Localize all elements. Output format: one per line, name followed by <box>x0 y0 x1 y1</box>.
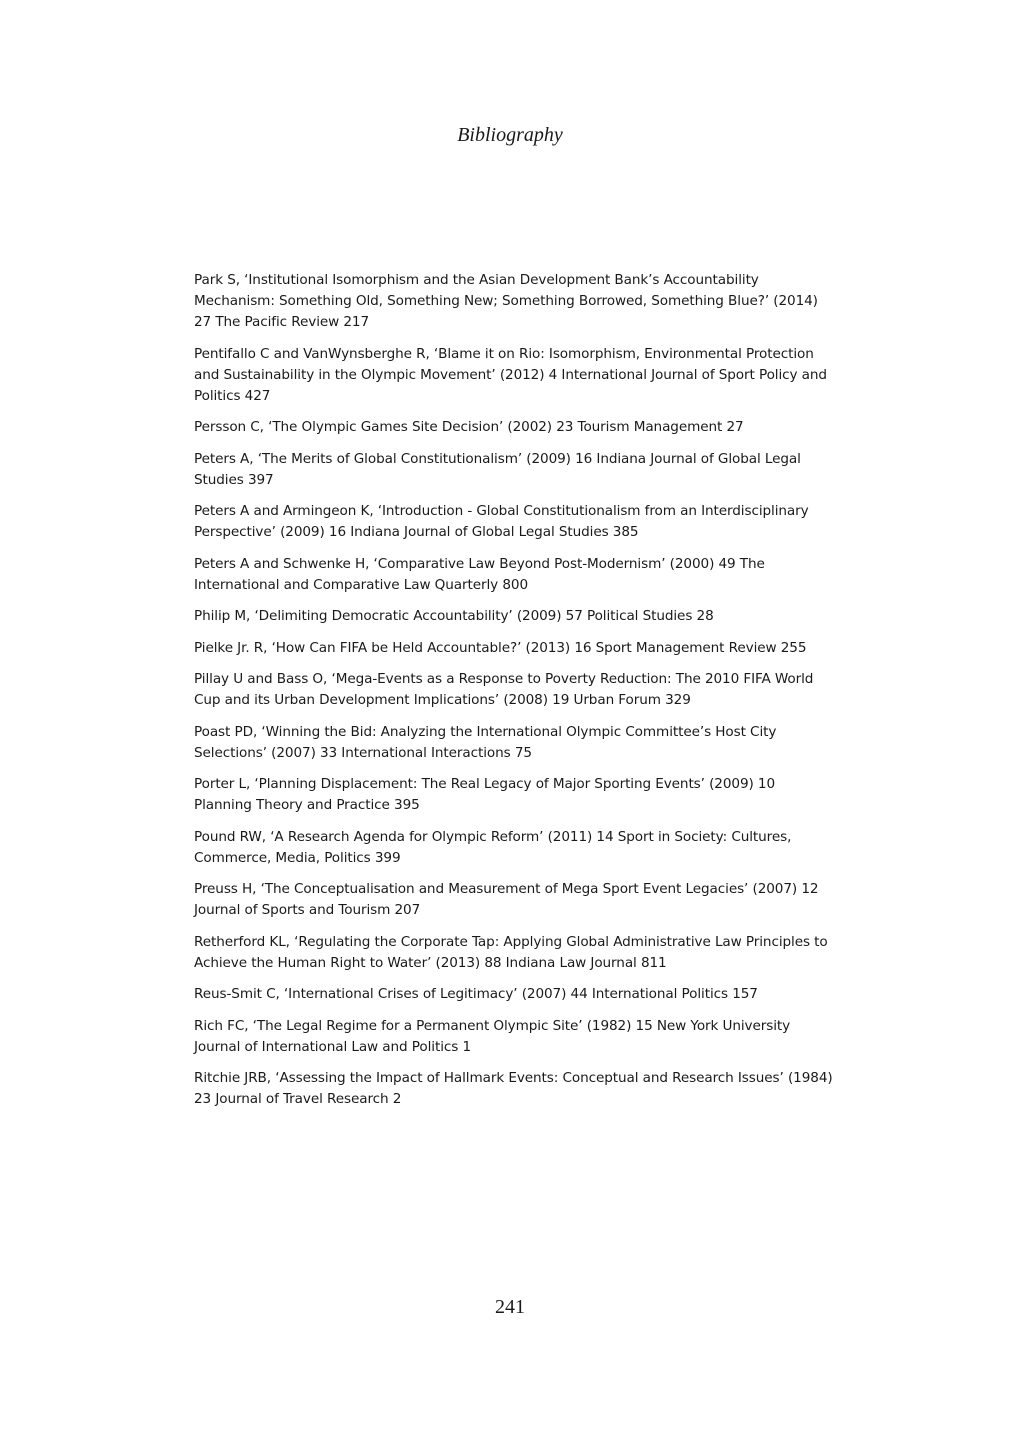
bibliography-entry: Peters A, ‘The Merits of Global Constitutionalism’ (2009) 16 Indiana Journal of Global Legal Studies 397 <box>194 450 801 488</box>
bibliography-entry: Peters A and Armingeon K, ‘Introduction - Global Constitutionalism from an Interdisciplinary Perspective’ (2009) 16 Indiana Journal of Global Legal Studies 385 <box>194 503 809 540</box>
page-number: 241 <box>495 1296 525 1318</box>
bibliography-list <box>194 270 834 1121</box>
bibliography-entry: Retherford KL, ‘Regulating the Corporate Tap: Applying Global Administrative Law Principles to Achieve the Human Right to Water’ (2013) 88 Indiana Law Journal 811 <box>194 933 828 971</box>
bibliography-entry: Preuss H, ‘The Conceptualisation and Measurement of Mega Sport Event Legacies’ (2007) 12 Journal of Sports and Tourism 207 <box>194 881 819 918</box>
bibliography-entry: Pillay U and Bass O, ‘Mega-Events as a Response to Poverty Reduction: The 2010 FIFA World Cup and its Urban Development Implications’ (2008) 19 Urban Forum 329 <box>194 671 814 708</box>
running-title: Bibliography <box>457 124 563 146</box>
bibliography-entry: Porter L, ‘Planning Displacement: The Real Legacy of Major Sporting Events’ (2009) 10 Planning Theory and Practice 395 <box>194 776 776 813</box>
bibliography-entry: Pentifallo C and VanWynsberghe R, ‘Blame it on Rio: Isomorphism, Environmental Protection and Sustainability in the Olympic Movement’ (2012) 4 International Journal of Sport Policy and Politics 427 <box>194 345 827 404</box>
bibliography-entry: Pielke Jr. R, ‘How Can FIFA be Held Accountable?’ (2013) 16 Sport Management Review 255 <box>194 639 807 656</box>
bibliography-entry: Philip M, ‘Delimiting Democratic Accountability’ (2009) 57 Political Studies 28 <box>194 608 714 624</box>
bibliography-entry: Reus-Smit C, ‘International Crises of Legitimacy’ (2007) 44 International Politics 157 <box>194 986 758 1002</box>
bibliography-entry: Rich FC, ‘The Legal Regime for a Permanent Olympic Site’ (1982) 15 New York University Journal of International Law and Politics 1 <box>194 1017 791 1055</box>
bibliography-entry: Persson C, ‘The Olympic Games Site Decision’ (2002) 23 Tourism Management 27 <box>194 419 744 435</box>
bibliography-entry: Ritchie JRB, ‘Assessing the Impact of Hallmark Events: Conceptual and Research Issues’ (1984) 23 Journal of Travel Research 2 <box>194 1070 833 1107</box>
bibliography-entry: Pound RW, ‘A Research Agenda for Olympic Reform’ (2011) 14 Sport in Society: Cultures, Commerce, Media, Politics 399 <box>194 828 792 866</box>
bibliography-entry: Peters A and Schwenke H, ‘Comparative Law Beyond Post-Modernism’ (2000) 49 The International and Comparative Law Quarterly 800 <box>194 555 765 593</box>
bibliography-entry: Poast PD, ‘Winning the Bid: Analyzing the International Olympic Committee’s Host City Selections’ (2007) 33 International Interactions 75 <box>194 723 777 761</box>
bibliography-entry: Park S, ‘Institutional Isomorphism and the Asian Development Bank’s Accountability Mechanism: Something Old, Something New; Something Borrowed, Something Blue?’ (2014) 27 The Pacific Review 217 <box>194 272 818 330</box>
